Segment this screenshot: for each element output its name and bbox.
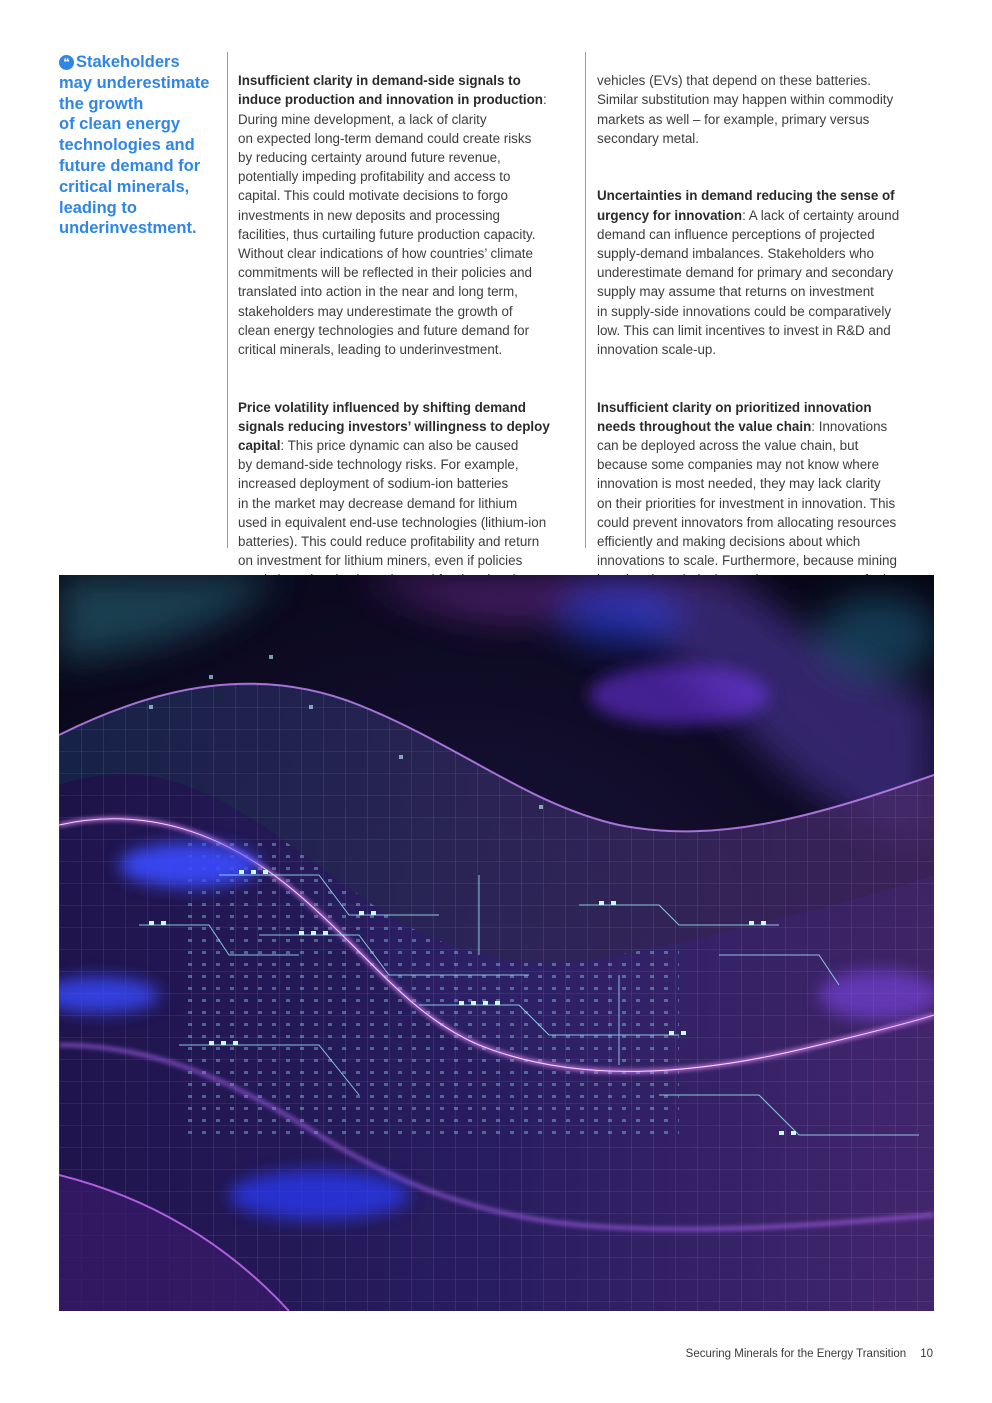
paragraph-continued (597, 71, 932, 148)
footer-title: Securing Minerals for the Energy Transition (685, 1348, 907, 1360)
column-divider-right (585, 52, 586, 548)
page-number: 10 (920, 1348, 933, 1360)
paragraph-heading: Uncertainties in demand reducing the sense of urgency for innovation (597, 188, 895, 223)
page-footer (686, 1348, 933, 1360)
paragraph-body: During mine development, a lack of clarity on expected long-term demand could create risks by reducing certainty around future revenue, potentially impeding profitability and access to capital. This could motivate decisions to forgo investments in new deposits and processing facilities, thus curtailing future production capacity. Without clear indications of how countries’ climate commitments will be reflected in their policies and translated into action in the near and long term, stakeholders may underestimate the growth of clean energy technologies and future demand for critical minerals, leading to underinvestment. (238, 111, 536, 358)
pull-quote (59, 52, 219, 239)
circuit-illustration (59, 575, 934, 1311)
paragraph-body: vehicles (EVs) that depend on these batteries. Similar substitution may happen within commodity markets as well – for example, primary versus secondary metal. (597, 73, 894, 146)
paragraph-heading: Price volatility influenced by shifting demand signals reducing investors’ willingness to deploy capital (238, 399, 550, 454)
quote-icon: ❝ (59, 55, 74, 70)
text-column-right (597, 52, 932, 628)
paragraph-demand-signals: Insufficient clarity in demand-side signals to induce production and innovation in production: During mine development, a lack of clarity on expected long-term demand could create risks by reducing certainty around future revenue, potentially impeding profitability and access to capital. This could motivate decisions to forgo investments in new deposits and processing facilities, thus curtailing future production capacity. Without clear indications of how countries’ climate commitments will be reflected in their policies and translated into action in the near and long term, stakeholders may underestimate the growth of clean energy technologies and future demand for critical minerals, leading to underinvestment. (238, 73, 547, 358)
paragraph-heading: Insufficient clarity on prioritized innovation needs throughout the value chain (597, 399, 872, 434)
circuit-illustration-graphic (59, 575, 934, 1311)
paragraph-heading: Insufficient clarity in demand-side signals to induce production and innovation in production (238, 73, 543, 108)
paragraph-body: : This price dynamic can also be caused by demand-side technology risks. For example, increased deployment of sodium-ion batteries in the market may decrease demand for lithium used in equivalent end-use technologies (lithium-ion batteries). This could reduce profitability and return on investment for lithium miners, even if policies (238, 438, 547, 569)
paragraph-body: : A lack of certainty around demand can influence perceptions of projected supply-demand imbalances. Stakeholders who underestimate demand for primary and secondary supply may assume that returns on investment in supply-side innovations could be comparatively low. This can limit incentives to invest in R&D and innovation scale-up. (597, 207, 900, 358)
paragraph-urgency (597, 186, 932, 359)
paragraph-body: : Innovations can be deployed across the value chain, but because some companies may not know where innovation is most needed, they may lack clarity on their priorities for investment in innovation. This could prevent innovators from allocating resources efficiently and making decisions about which innovations to scale. Furthermore, because mining (597, 418, 897, 569)
text-column-left (238, 52, 578, 609)
column-divider-left (227, 52, 228, 548)
pull-quote-text: Stakeholders may underestimate the growth of clean energy technologies and future demand for critical minerals, leading to underinvestment. (59, 53, 210, 238)
paragraph-price-volatility (238, 398, 578, 590)
